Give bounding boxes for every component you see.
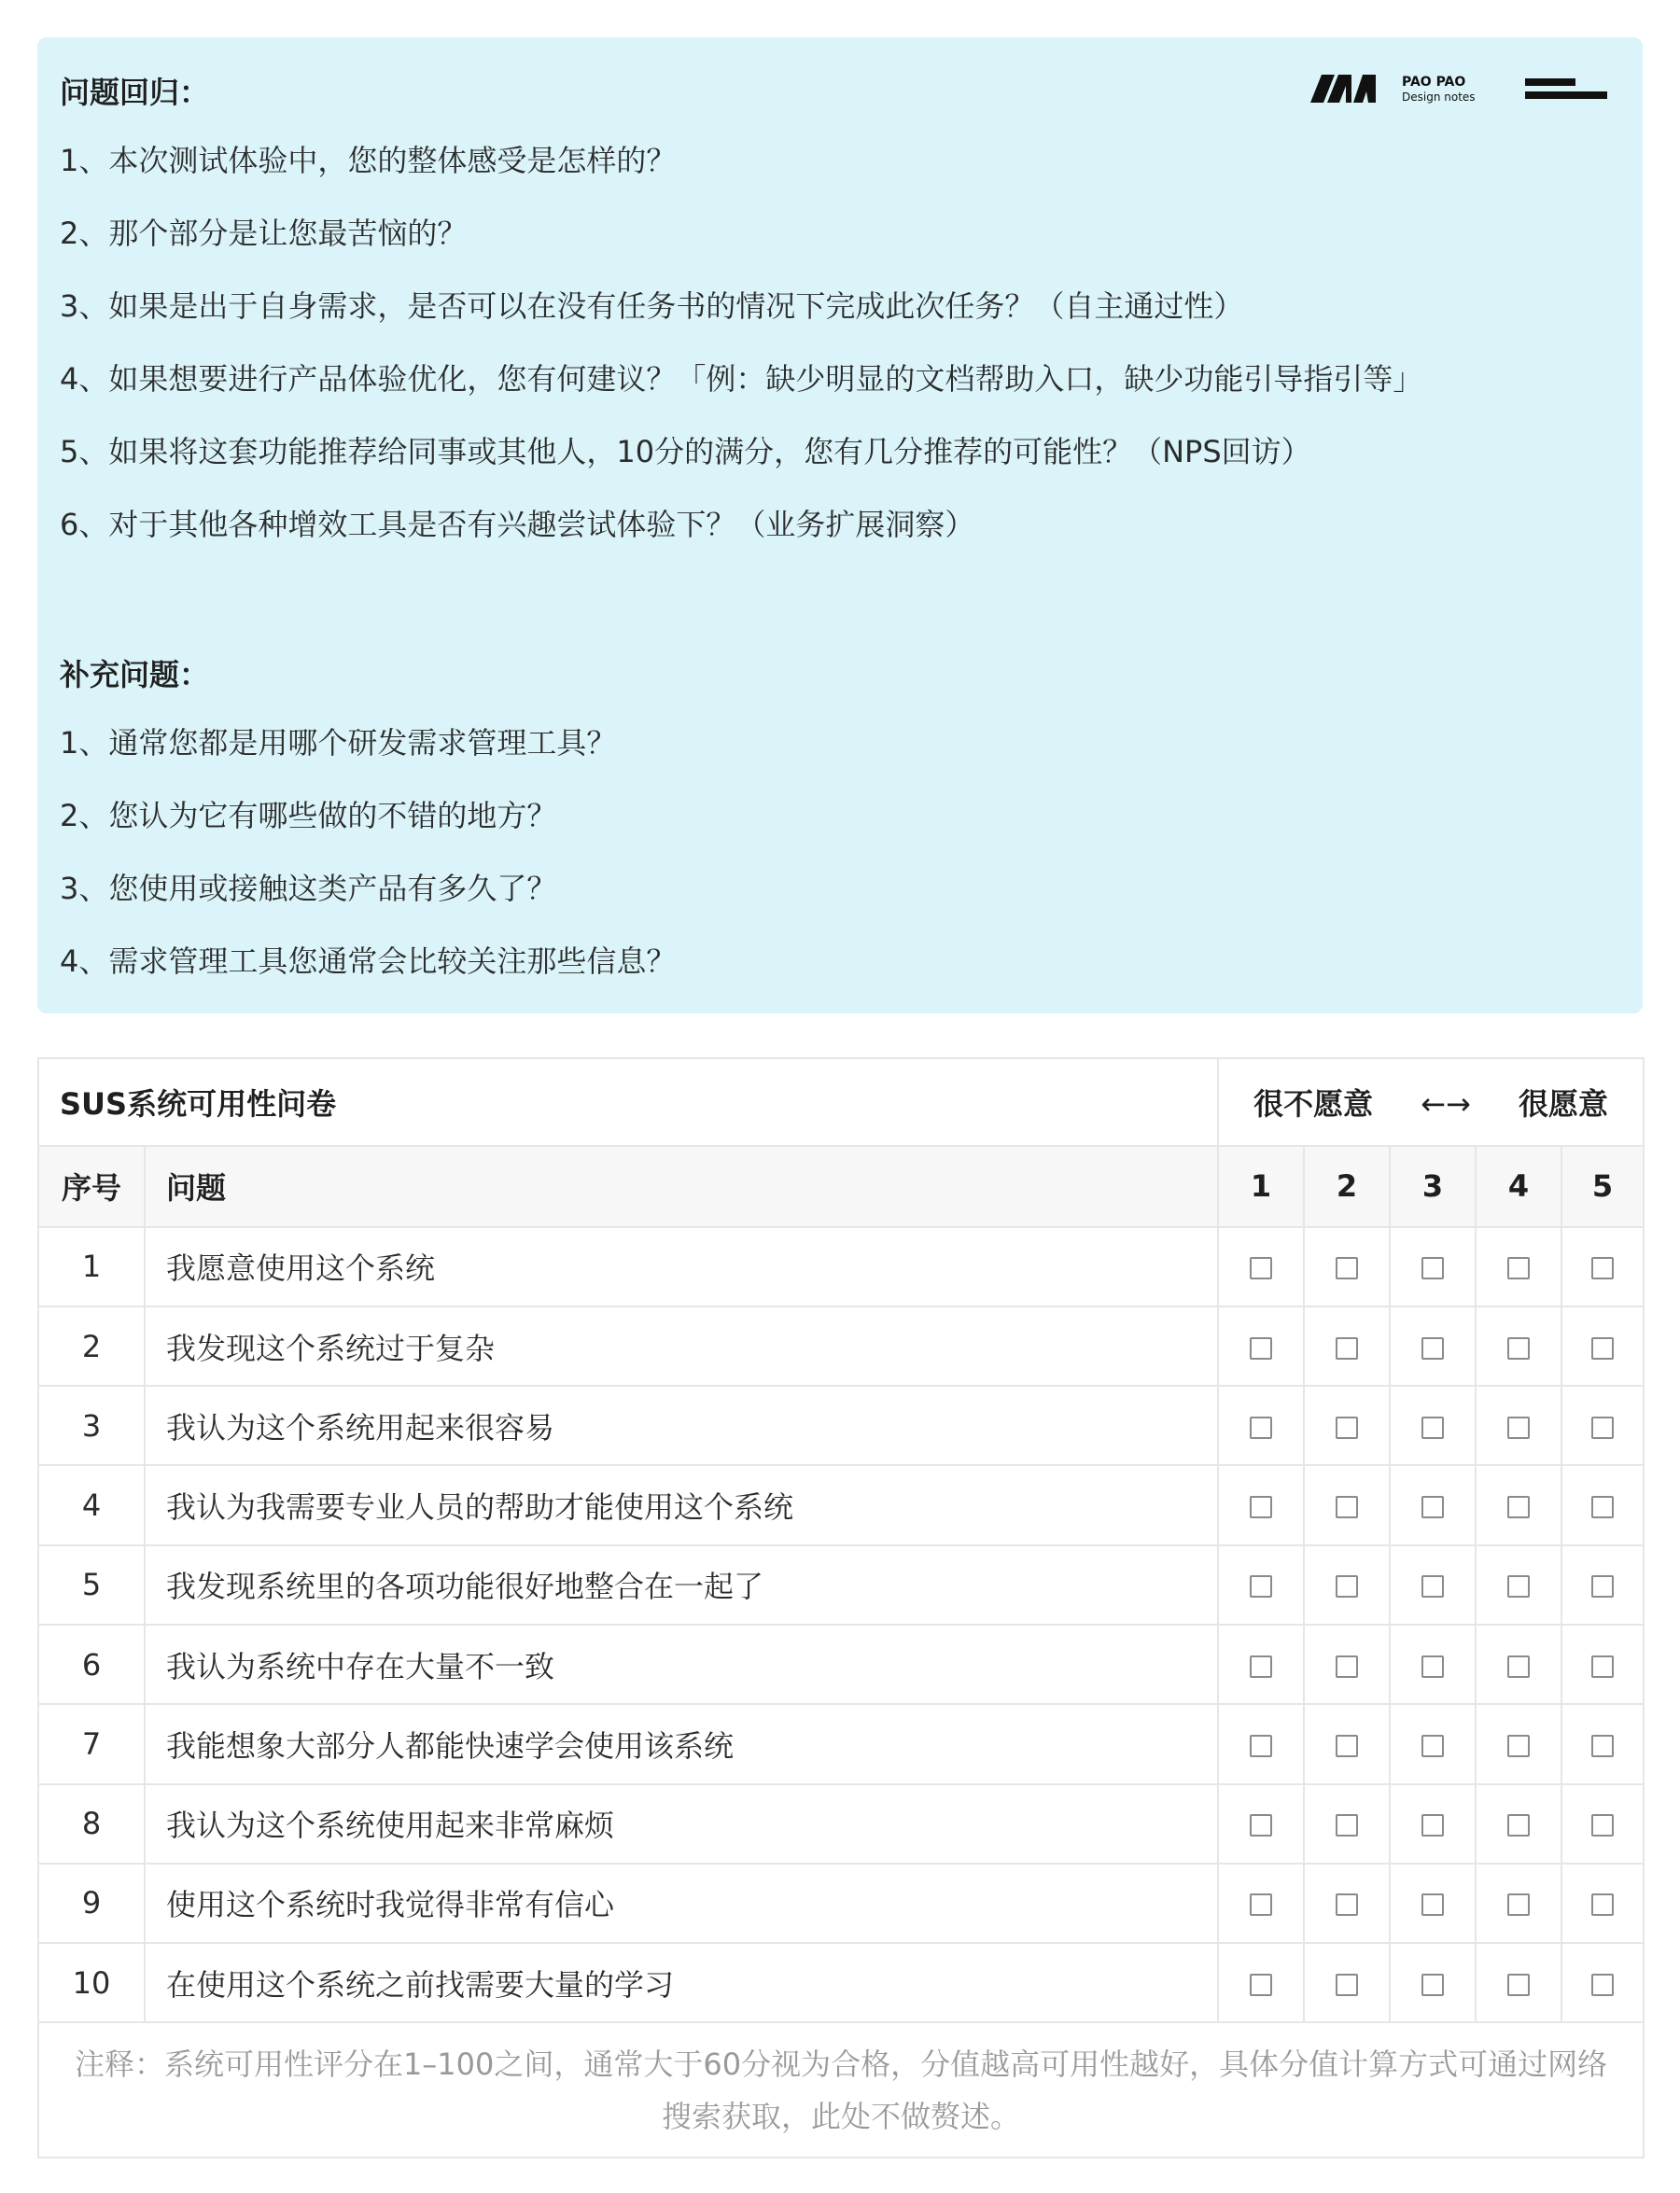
score-checkbox[interactable] — [1507, 1814, 1530, 1837]
row-number: 7 — [38, 1704, 145, 1783]
score-checkbox[interactable] — [1250, 1417, 1272, 1439]
score-checkbox[interactable] — [1591, 1893, 1614, 1916]
table-row — [38, 1784, 1644, 1864]
row-number: 5 — [38, 1545, 145, 1625]
score-checkbox[interactable] — [1336, 1417, 1358, 1439]
row-question: 在使用这个系统之前找需要大量的学习 — [145, 1943, 1218, 2022]
review-item: 1、本次测试体验中，您的整体感受是怎样的？ — [60, 143, 677, 178]
review-item: 4、如果想要进行产品体验优化，您有何建议？「例：缺少明显的文档帮助入口，缺少功能引导指引等」 — [60, 361, 1423, 397]
score-checkbox[interactable] — [1336, 1257, 1358, 1279]
score-checkbox[interactable] — [1336, 1974, 1358, 1996]
sus-questionnaire-table — [37, 1057, 1645, 2158]
table-title-row — [38, 1058, 1644, 1146]
score-checkbox[interactable] — [1507, 1735, 1530, 1757]
supplement-item: 4、需求管理工具您通常会比较关注那些信息？ — [60, 943, 677, 979]
score-checkbox[interactable] — [1421, 1496, 1444, 1518]
logo-bar-top — [1525, 78, 1575, 86]
score-checkbox[interactable] — [1591, 1496, 1614, 1518]
score-checkbox[interactable] — [1250, 1974, 1272, 1996]
row-number: 1 — [38, 1227, 145, 1306]
score-checkbox[interactable] — [1336, 1893, 1358, 1916]
score-checkbox[interactable] — [1250, 1337, 1272, 1360]
row-number: 2 — [38, 1306, 145, 1386]
scale-header — [1218, 1058, 1644, 1146]
score-checkbox[interactable] — [1507, 1337, 1530, 1360]
table-header-row — [38, 1146, 1644, 1226]
col-header-score-2: 2 — [1304, 1146, 1390, 1226]
col-header-score-4: 4 — [1476, 1146, 1561, 1226]
score-checkbox[interactable] — [1250, 1655, 1272, 1678]
table-row — [38, 1306, 1644, 1386]
row-question: 我认为这个系统使用起来非常麻烦 — [145, 1784, 1218, 1864]
row-question: 我认为系统中存在大量不一致 — [145, 1625, 1218, 1704]
review-item: 2、那个部分是让您最苦恼的？ — [60, 216, 468, 251]
score-checkbox[interactable] — [1591, 1735, 1614, 1757]
table-row — [38, 1943, 1644, 2022]
logo-mark-icon — [1309, 73, 1402, 110]
score-checkbox[interactable] — [1250, 1893, 1272, 1916]
score-checkbox[interactable] — [1421, 1655, 1444, 1678]
review-item: 3、如果是出于自身需求，是否可以在没有任务书的情况下完成此次任务？（自主通过性） — [60, 288, 1244, 324]
score-checkbox[interactable] — [1250, 1575, 1272, 1598]
row-question: 我发现这个系统过于复杂 — [145, 1306, 1218, 1386]
score-checkbox[interactable] — [1250, 1257, 1272, 1279]
score-checkbox[interactable] — [1336, 1735, 1358, 1757]
score-checkbox[interactable] — [1250, 1496, 1272, 1518]
review-heading: 问题回归： — [60, 75, 210, 110]
score-checkbox[interactable] — [1421, 1735, 1444, 1757]
table-row — [38, 1545, 1644, 1625]
row-number: 4 — [38, 1465, 145, 1544]
supplement-item: 1、通常您都是用哪个研发需求管理工具？ — [60, 725, 617, 761]
score-checkbox[interactable] — [1507, 1655, 1530, 1678]
scale-high-label: 很愿意 — [1518, 1086, 1608, 1123]
review-item: 6、对于其他各种增效工具是否有兴趣尝试体验下？（业务扩展洞察） — [60, 507, 975, 542]
score-checkbox[interactable] — [1421, 1337, 1444, 1360]
score-checkbox[interactable] — [1507, 1257, 1530, 1279]
table-row — [38, 1227, 1644, 1306]
row-question: 我发现系统里的各项功能很好地整合在一起了 — [145, 1545, 1218, 1625]
score-checkbox[interactable] — [1336, 1575, 1358, 1598]
score-checkbox[interactable] — [1250, 1814, 1272, 1837]
row-question: 我认为我需要专业人员的帮助才能使用这个系统 — [145, 1465, 1218, 1544]
table-title: SUS系统可用性问卷 — [38, 1058, 1218, 1146]
table-row — [38, 1386, 1644, 1465]
supplement-heading: 补充问题： — [60, 657, 210, 692]
col-header-score-5: 5 — [1561, 1146, 1644, 1226]
score-checkbox[interactable] — [1336, 1814, 1358, 1837]
score-checkbox[interactable] — [1591, 1417, 1614, 1439]
score-checkbox[interactable] — [1336, 1655, 1358, 1678]
col-header-score-3: 3 — [1390, 1146, 1476, 1226]
row-number: 9 — [38, 1864, 145, 1943]
col-header-num: 序号 — [38, 1146, 145, 1226]
score-checkbox[interactable] — [1421, 1893, 1444, 1916]
logo-title: PAO PAO — [1402, 75, 1466, 90]
score-checkbox[interactable] — [1591, 1575, 1614, 1598]
score-checkbox[interactable] — [1591, 1814, 1614, 1837]
score-checkbox[interactable] — [1421, 1575, 1444, 1598]
row-number: 10 — [38, 1943, 145, 2022]
score-checkbox[interactable] — [1591, 1337, 1614, 1360]
score-checkbox[interactable] — [1336, 1496, 1358, 1518]
score-checkbox[interactable] — [1591, 1974, 1614, 1996]
table-note: 注释：系统可用性评分在1–100之间，通常大于60分视为合格，分值越高可用性越好，具体分值计算方式可通过网络搜索获取，此处不做赘述。 — [38, 2022, 1644, 2158]
row-question: 使用这个系统时我觉得非常有信心 — [145, 1864, 1218, 1943]
score-checkbox[interactable] — [1421, 1974, 1444, 1996]
question-callout — [37, 37, 1643, 1013]
row-question: 我能想象大部分人都能快速学会使用该系统 — [145, 1704, 1218, 1783]
score-checkbox[interactable] — [1507, 1496, 1530, 1518]
row-number: 3 — [38, 1386, 145, 1465]
score-checkbox[interactable] — [1421, 1814, 1444, 1837]
supplement-item: 2、您认为它有哪些做的不错的地方？ — [60, 798, 557, 833]
row-number: 8 — [38, 1784, 145, 1864]
table-row — [38, 1864, 1644, 1943]
paopao-logo — [1309, 73, 1607, 110]
score-checkbox[interactable] — [1507, 1893, 1530, 1916]
row-question: 我认为这个系统用起来很容易 — [145, 1386, 1218, 1465]
row-question: 我愿意使用这个系统 — [145, 1227, 1218, 1306]
col-header-question: 问题 — [145, 1146, 1218, 1226]
score-checkbox[interactable] — [1591, 1257, 1614, 1279]
logo-subtitle: Design notes — [1402, 91, 1476, 104]
score-checkbox[interactable] — [1421, 1257, 1444, 1279]
supplement-item: 3、您使用或接触这类产品有多久了？ — [60, 871, 557, 906]
review-item: 5、如果将这套功能推荐给同事或其他人，10分的满分，您有几分推荐的可能性？（NPS回访） — [60, 434, 1311, 469]
scale-low-label: 很不愿意 — [1253, 1086, 1374, 1123]
logo-bar-bottom — [1525, 91, 1607, 99]
col-header-score-1: 1 — [1218, 1146, 1304, 1226]
row-number: 6 — [38, 1625, 145, 1704]
table-note-row — [38, 2022, 1644, 2158]
table-row — [38, 1704, 1644, 1783]
score-checkbox[interactable] — [1250, 1735, 1272, 1757]
score-checkbox[interactable] — [1507, 1417, 1530, 1439]
score-checkbox[interactable] — [1507, 1575, 1530, 1598]
score-checkbox[interactable] — [1336, 1337, 1358, 1360]
scale-arrow-icon: ←→ — [1421, 1086, 1471, 1123]
score-checkbox[interactable] — [1507, 1974, 1530, 1996]
score-checkbox[interactable] — [1421, 1417, 1444, 1439]
table-row — [38, 1625, 1644, 1704]
score-checkbox[interactable] — [1591, 1655, 1614, 1678]
table-row — [38, 1465, 1644, 1544]
